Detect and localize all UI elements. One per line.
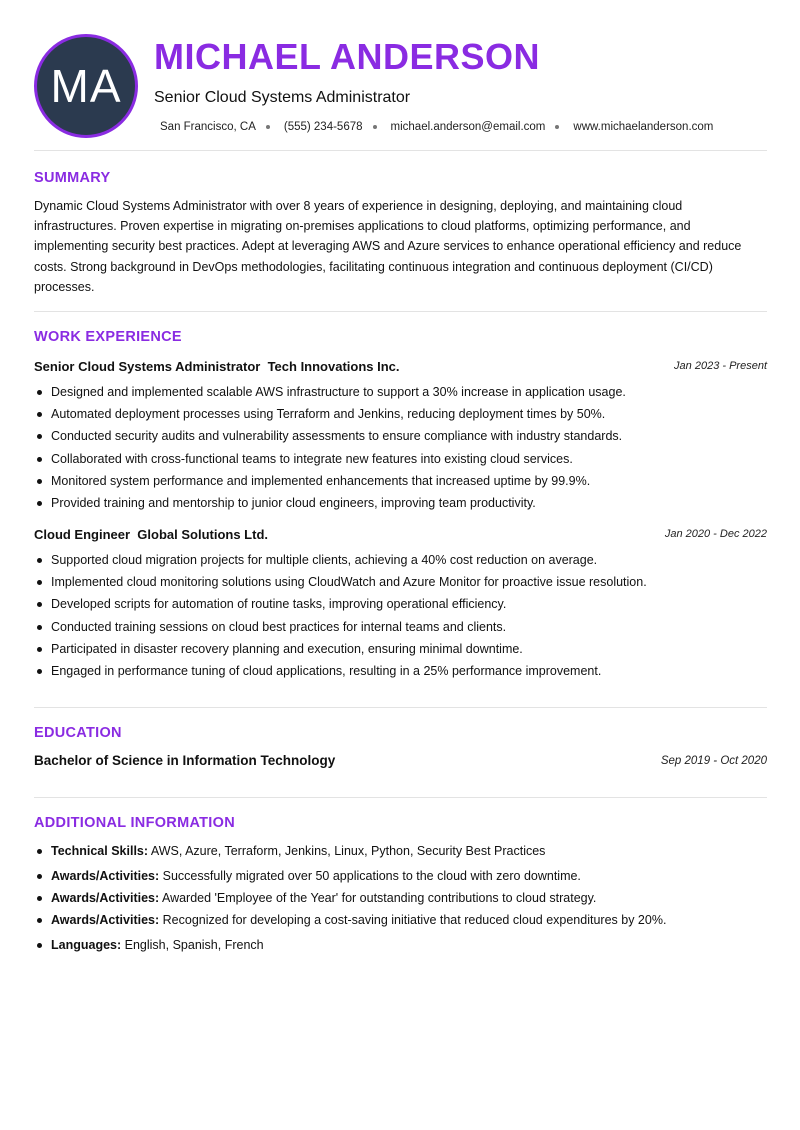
job-title: Senior Cloud Systems Administrator [34,359,261,374]
job-header [34,359,767,377]
job-company: Tech Innovations Inc. [267,359,400,374]
candidate-role: Senior Cloud Systems Administrator [154,89,411,106]
list-item [34,889,767,911]
item-text: English, Spanish, French [124,938,264,952]
item-text: AWS, Azure, Terraform, Jenkins, Linux, Python, Security Best Practices [150,844,546,858]
job-dates: Jan 2020 - Dec 2022 [664,528,767,540]
contact-location: San Francisco, CA [160,121,256,133]
degree-title: Bachelor of Science in Information Technology [34,753,336,768]
section-divider [34,150,767,151]
education-heading: EDUCATION [34,725,122,741]
separator-dot [266,125,270,129]
avatar [34,34,138,138]
job-title-line [34,527,268,542]
separator-dot [373,125,377,129]
list-item: Implemented cloud monitoring solutions using CloudWatch and Azure Monitor for proactive issue resolution. [34,573,767,595]
education-dates: Sep 2019 - Oct 2020 [660,755,767,767]
job-bullets [34,551,767,684]
resume-header [34,34,767,138]
job-bullets [34,383,767,516]
item-label: Awards/Activities: [51,913,160,927]
job-title-line [34,359,400,374]
job-company: Global Solutions Ltd. [137,527,269,542]
section-divider [34,797,767,798]
item-text: Awarded 'Employee of the Year' for outstanding contributions to cloud strategy. [161,891,597,905]
list-item [34,911,767,936]
avatar-initials: MA [50,60,122,112]
list-item: Automated deployment processes using Terraform and Jenkins, reducing deployment times by 50%. [34,405,767,427]
section-divider [34,707,767,708]
education-entry [34,753,767,771]
item-text: Recognized for developing a cost-saving initiative that reduced cloud expenditures by 20%. [162,913,667,927]
additional-heading: ADDITIONAL INFORMATION [34,815,235,831]
job-dates: Jan 2023 - Present [674,360,767,372]
contact-line [160,121,713,133]
item-label: Languages: [51,938,122,952]
item-label: Awards/Activities: [51,891,160,905]
item-label: Technical Skills: [51,844,149,858]
list-item: Supported cloud migration projects for multiple clients, achieving a 40% cost reduction on average. [34,551,767,573]
contact-phone: (555) 234-5678 [283,121,363,133]
list-item: Provided training and mentorship to junior cloud engineers, improving team productivity. [34,494,767,516]
list-item: Designed and implemented scalable AWS infrastructure to support a 30% increase in application usage. [34,383,767,405]
list-item: Conducted security audits and vulnerability assessments to ensure compliance with industry standards. [34,427,767,449]
section-divider [34,311,767,312]
list-item: Participated in disaster recovery planning and execution, ensuring minimal downtime. [34,640,767,662]
list-item: Conducted training sessions on cloud best practices for internal teams and clients. [34,618,767,640]
candidate-name: MICHAEL ANDERSON [154,36,541,77]
job-title: Cloud Engineer [34,527,131,542]
list-item: Monitored system performance and implemented enhancements that increased uptime by 99.9%. [34,472,767,494]
contact-email[interactable]: michael.anderson@email.com [390,121,546,133]
summary-text: Dynamic Cloud Systems Administrator with over 8 years of experience in designing, deploying, and maintaining cloud infrastructures. Proven expertise in migrating on-premises applications to cloud platforms, optimizing performance, and implementing security best practices. Adept at leveraging AWS and Azure services to enhance operational efficiency and reduce costs. Strong background in DevOps methodologies, facilitating continuous integration and continuous deployment (CI/CD) processes. [34,199,742,294]
list-item [34,842,767,867]
summary-heading: SUMMARY [34,170,111,186]
item-text: Successfully migrated over 50 applications to the cloud with zero downtime. [162,869,581,883]
item-label: Awards/Activities: [51,869,160,883]
separator-dot [555,125,559,129]
additional-list [34,842,767,958]
contact-website[interactable]: www.michaelanderson.com [573,121,714,133]
experience-heading: WORK EXPERIENCE [34,329,182,345]
list-item [34,867,767,889]
list-item [34,936,767,958]
list-item: Engaged in performance tuning of cloud applications, resulting in a 25% performance improvement. [34,662,767,684]
list-item: Collaborated with cross-functional teams to integrate new features into existing cloud services. [34,450,767,472]
list-item: Developed scripts for automation of routine tasks, improving operational efficiency. [34,595,767,617]
job-header [34,527,767,545]
